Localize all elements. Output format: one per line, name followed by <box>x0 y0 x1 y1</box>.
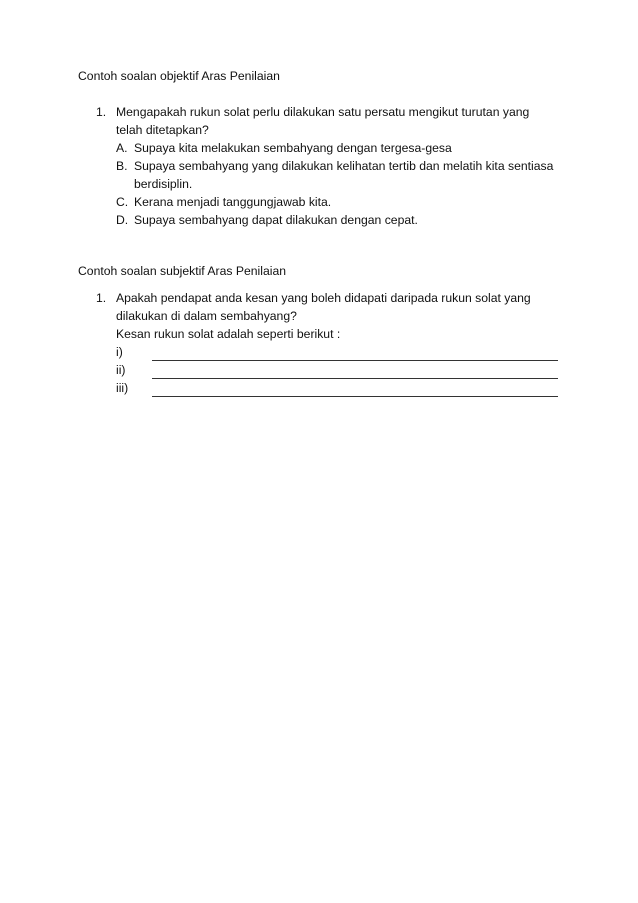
answer-line-1 <box>116 343 566 361</box>
option-a <box>116 139 566 157</box>
answer-line-3 <box>116 379 566 397</box>
question-text: Mengapakah rukun solat perlu dilakukan satu persatu mengikut turutan yang telah ditetapkan? <box>116 105 530 137</box>
question-text: Apakah pendapat anda kesan yang boleh didapati daripada rukun solat yang dilakukan di dalam sembahyang? <box>116 291 531 323</box>
answer-blank[interactable] <box>152 348 558 361</box>
answer-blank[interactable] <box>152 366 558 379</box>
option-letter: C. <box>116 195 129 209</box>
subjective-heading: Contoh soalan subjektif Aras Penilaian <box>78 264 286 278</box>
answer-line-2 <box>116 361 566 379</box>
option-letter: A. <box>116 141 128 155</box>
question-prompt: Kesan rukun solat adalah seperti berikut : <box>116 327 341 341</box>
answer-blank[interactable] <box>152 384 558 397</box>
answer-label: ii) <box>116 363 126 377</box>
answer-lines <box>116 343 566 397</box>
option-text: Kerana menjadi tanggungjawab kita. <box>134 195 332 209</box>
objective-question <box>96 103 566 229</box>
option-c <box>116 193 566 211</box>
subjective-question <box>96 289 566 397</box>
answer-label: iii) <box>116 381 129 395</box>
options-list <box>116 139 566 229</box>
option-b <box>116 157 566 193</box>
option-text: Supaya sembahyang yang dilakukan kelihatan tertib dan melatih kita sentiasa berdisiplin. <box>134 159 554 191</box>
option-letter: D. <box>116 213 129 227</box>
answer-label: i) <box>116 345 123 359</box>
option-letter: B. <box>116 159 128 173</box>
option-text: Supaya sembahyang dapat dilakukan dengan cepat. <box>134 213 418 227</box>
question-number: 1. <box>96 291 107 305</box>
option-text: Supaya kita melakukan sembahyang dengan tergesa-gesa <box>134 141 452 155</box>
question-number: 1. <box>96 105 107 119</box>
option-d <box>116 211 566 229</box>
objective-heading: Contoh soalan objektif Aras Penilaian <box>78 69 280 83</box>
